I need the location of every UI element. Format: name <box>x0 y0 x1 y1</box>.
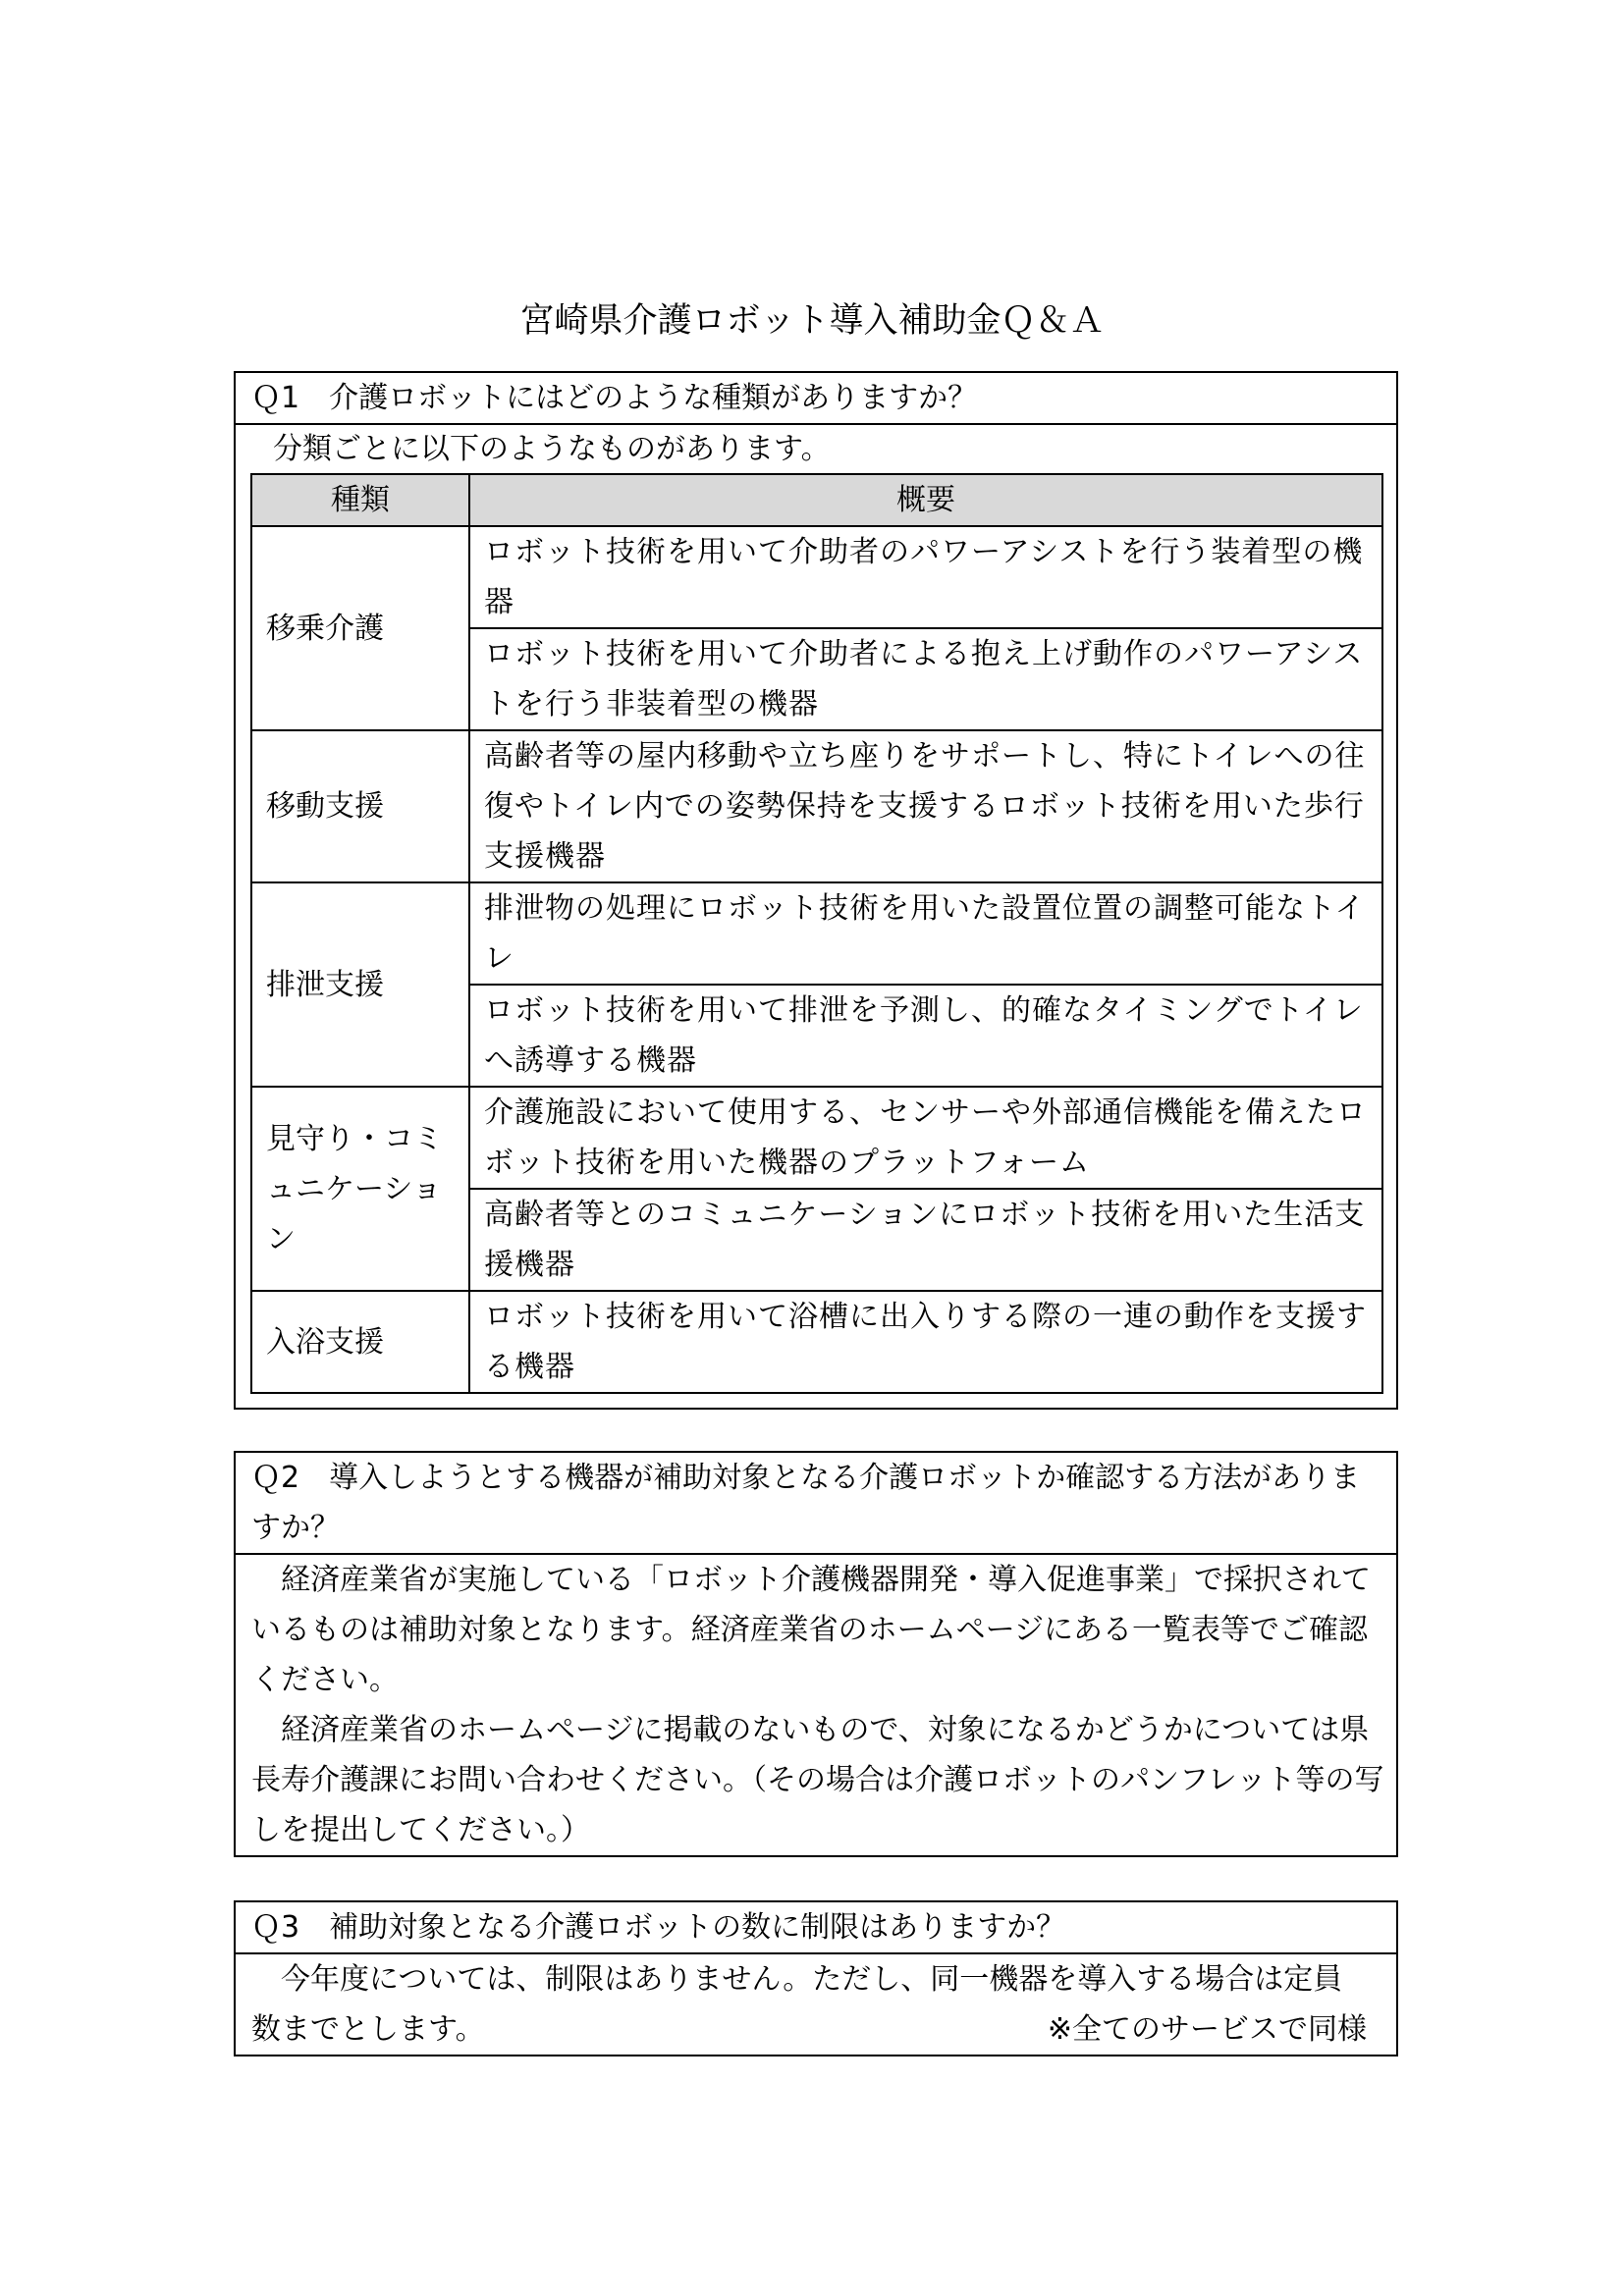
summary-cell: 高齢者等の屋内移動や立ち座りをサポートし、特にトイレへの往復やトイレ内での姿勢保持を支援するロボット技術を用いた歩行支援機器 <box>469 730 1382 882</box>
summary-cell: ロボット技術を用いて浴槽に出入りする際の一連の動作を支援する機器 <box>469 1291 1382 1393</box>
q1-box <box>234 371 1398 1410</box>
q2-box <box>234 1451 1398 1857</box>
q2-question: Ｑ2 導入しようとする機器が補助対象となる介護ロボットか確認する方法がありますか？ <box>236 1453 1396 1555</box>
q2-answer-paragraph: 経済産業省のホームページに掲載のないもので、対象になるかどうかについては県長寿介護課にお問い合わせください。（その場合は介護ロボットのパンフレット等の写しを提出してください。） <box>251 1713 1384 1847</box>
q3-answer-line: 数までとします。 <box>251 2012 485 2047</box>
category-bathing: 入浴支援 <box>251 1291 469 1393</box>
q3-note: ※全てのサービスで同様 <box>1047 2012 1367 2047</box>
summary-cell: 排泄物の処理にロボット技術を用いた設置位置の調整可能なトイレ <box>469 882 1382 985</box>
robot-category-table <box>250 473 1383 1394</box>
table-row <box>251 1087 1382 1189</box>
summary-cell: ロボット技術を用いて介助者による抱え上げ動作のパワーアシストを行う非装着型の機器 <box>469 628 1382 730</box>
q3-box <box>234 1900 1398 2056</box>
table-row <box>251 1291 1382 1393</box>
q1-question: Ｑ1 介護ロボットにはどのような種類がありますか？ <box>236 373 1396 425</box>
q1-intro: 分類ごとに以下のようなものがあります。 <box>273 432 831 466</box>
summary-cell: ロボット技術を用いて介助者のパワーアシストを行う装着型の機器 <box>469 526 1382 628</box>
table-row <box>251 526 1382 628</box>
table-row <box>251 882 1382 985</box>
table-header-row <box>251 474 1382 526</box>
q2-answer-paragraph: 経済産業省が実施している「ロボット介護機器開発・導入促進事業」で採択されているものは補助対象となります。経済産業省のホームページにある一覧表等でご確認ください。 <box>251 1563 1371 1697</box>
category-excretion: 排泄支援 <box>251 882 469 1087</box>
q2-answer <box>236 1555 1396 1855</box>
header-summary: 概要 <box>469 474 1382 526</box>
summary-cell: 高齢者等とのコミュニケーションにロボット技術を用いた生活支援機器 <box>469 1189 1382 1291</box>
category-transfer: 移乗介護 <box>251 526 469 730</box>
q3-answer-last-line <box>251 2004 1386 2055</box>
category-mobility: 移動支援 <box>251 730 469 882</box>
document-title: 宮崎県介護ロボット導入補助金Ｑ＆Ａ <box>519 301 1105 341</box>
summary-cell: ロボット技術を用いて排泄を予測し、的確なタイミングでトイレへ誘導する機器 <box>469 985 1382 1087</box>
q3-question: Ｑ3 補助対象となる介護ロボットの数に制限はありますか？ <box>236 1902 1396 1954</box>
header-category: 種類 <box>251 474 469 526</box>
category-monitoring: 見守り・コミュニケーション <box>251 1087 469 1291</box>
summary-cell: 介護施設において使用する、センサーや外部通信機能を備えたロボット技術を用いた機器のプラットフォーム <box>469 1087 1382 1189</box>
q3-answer <box>236 1954 1396 2055</box>
table-row <box>251 730 1382 882</box>
q3-answer-line: 今年度については、制限はありません。ただし、同一機器を導入する場合は定員 <box>281 1962 1343 1997</box>
